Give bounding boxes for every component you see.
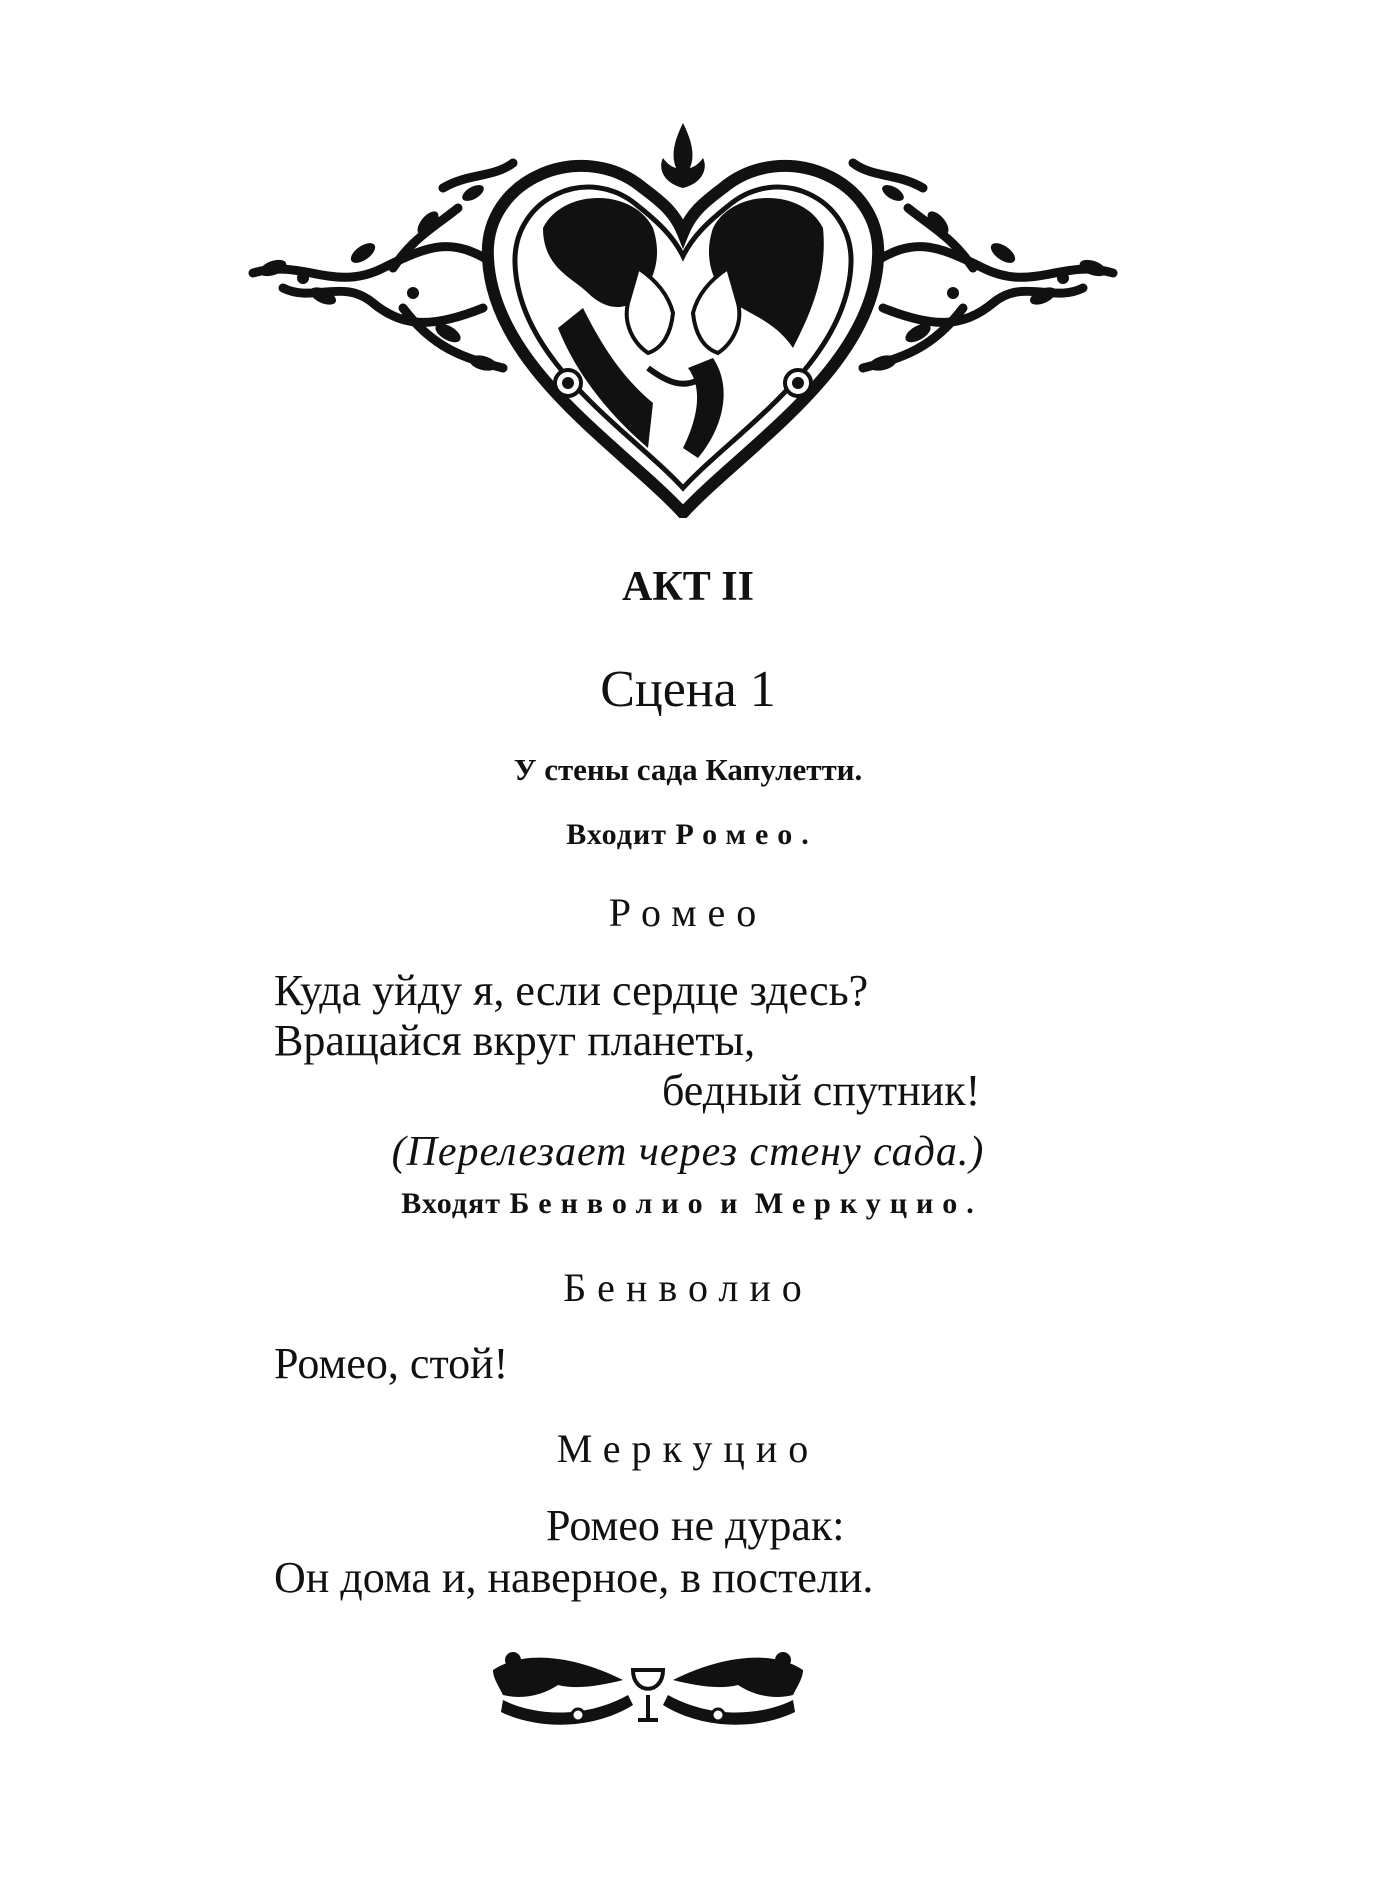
tailpiece-center-urn-icon bbox=[633, 1670, 663, 1720]
tailpiece-left-scroll-icon bbox=[493, 1652, 633, 1725]
dialogue-line: бедный спутник! bbox=[662, 1066, 981, 1115]
tailpiece-right-scroll-icon bbox=[663, 1652, 803, 1725]
act-title: АКТ II bbox=[622, 564, 754, 610]
entry-direction-benvolio-mercutio bbox=[0, 1187, 1376, 1221]
entry-period: . bbox=[801, 818, 810, 851]
entry-verb: Входят bbox=[401, 1187, 501, 1220]
entry-character-name: Меркуцио bbox=[754, 1187, 967, 1220]
flame-icon bbox=[661, 123, 705, 188]
dialogue-line: Он дома и, наверное, в постели. bbox=[274, 1553, 874, 1602]
right-leaves-icon bbox=[868, 182, 1109, 374]
stage-direction: (Перелезает через стену сада.) bbox=[391, 1129, 985, 1175]
entry-character-name: Бенволио bbox=[509, 1187, 712, 1220]
dialogue-line: Ромео, стой! bbox=[274, 1339, 509, 1388]
heart-vignette-illustration bbox=[243, 118, 1123, 518]
speaker-name-benvolio: Бенволио bbox=[563, 1265, 813, 1310]
entry-verb: Входит bbox=[566, 818, 668, 851]
scene-title: Сцена 1 bbox=[600, 661, 776, 718]
entry-period: . bbox=[966, 1187, 975, 1220]
scene-setting: У стены сада Капулетти. bbox=[513, 752, 863, 787]
heart-frame-icon bbox=[488, 166, 878, 513]
speaker-name-mercutio: Меркуцио bbox=[556, 1426, 820, 1471]
entry-direction-romeo bbox=[0, 818, 1376, 852]
dialogue-line: Куда уйду я, если сердце здесь? bbox=[274, 966, 869, 1015]
left-leaves-icon bbox=[257, 182, 498, 374]
dialogue-line: Вращайся вкруг планеты, bbox=[274, 1016, 756, 1065]
ornament-tailpiece-illustration bbox=[483, 1640, 813, 1732]
entry-conjunction: и bbox=[720, 1187, 747, 1220]
entry-character-name: Ромео bbox=[675, 818, 802, 851]
speaker-name-romeo: Ромео bbox=[608, 890, 768, 935]
dialogue-line: Ромео не дурак: bbox=[546, 1501, 845, 1550]
